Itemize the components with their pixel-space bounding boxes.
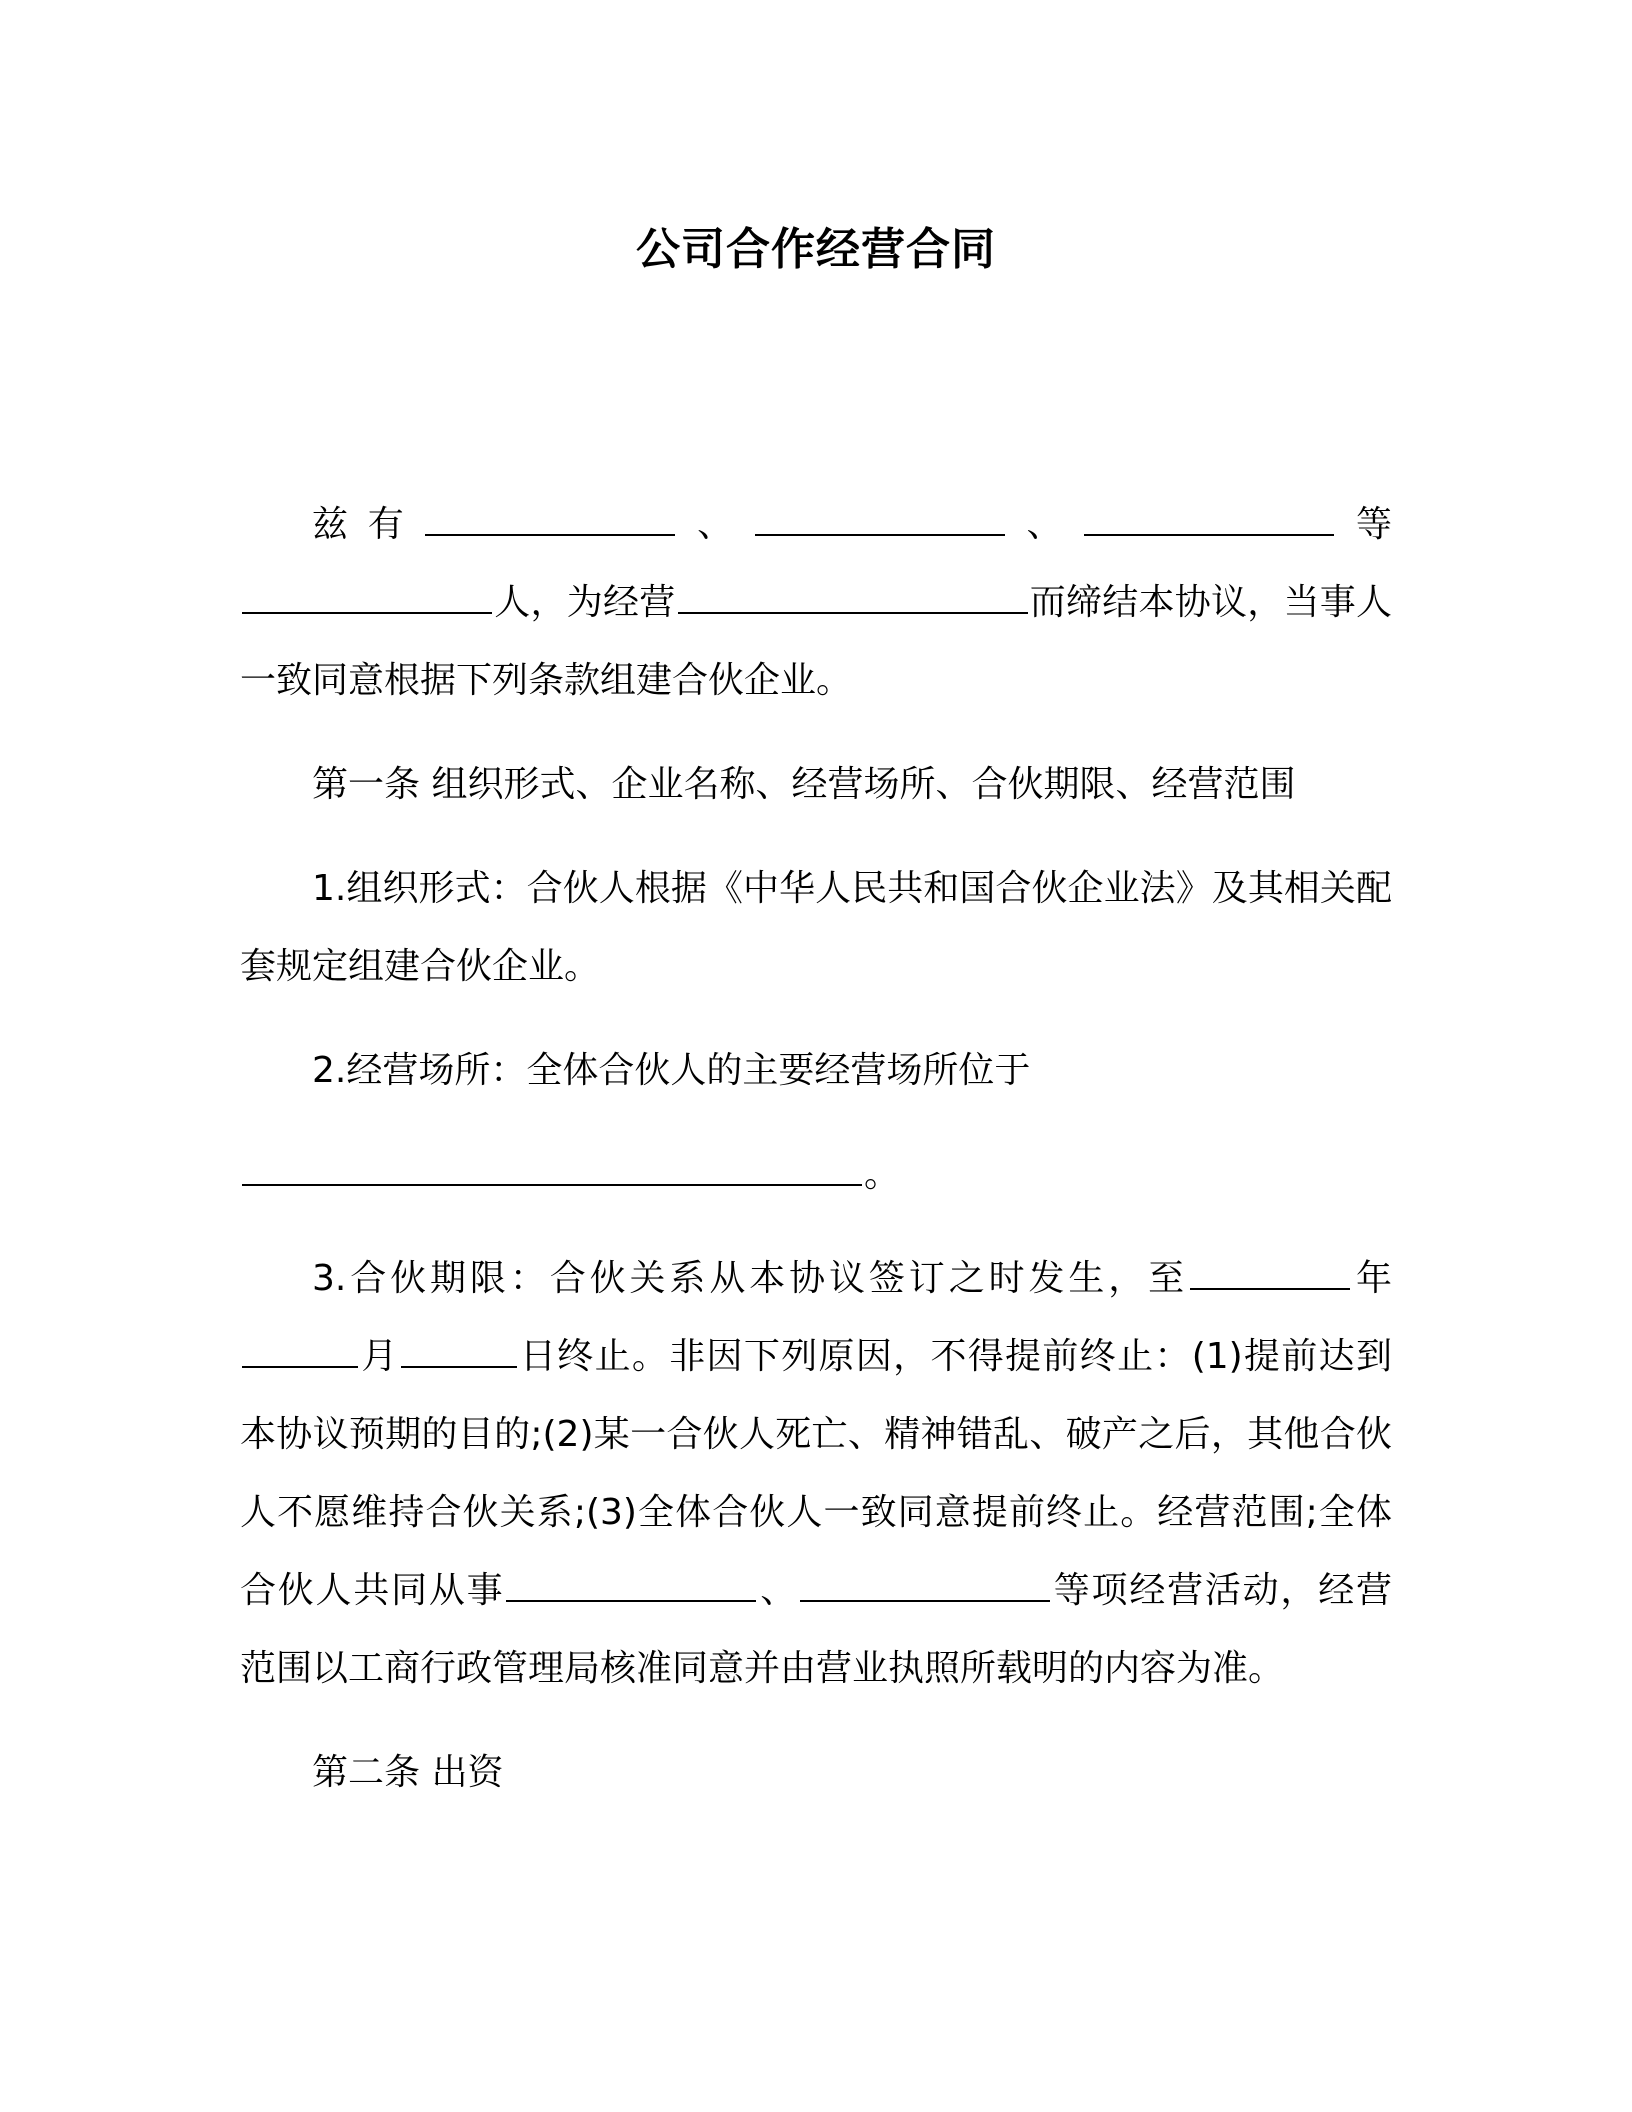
intro-sep-1: 、 (677, 504, 753, 545)
blank-party-2[interactable] (755, 500, 1005, 536)
blank-party-1[interactable] (425, 500, 675, 536)
blank-day[interactable] (401, 1332, 517, 1368)
item-3-text-c: 等项经营活动，经营范围以工商行政管理局核准同意并由营业执照所载明的内容为准。 (240, 1570, 1392, 1689)
blank-address[interactable] (242, 1150, 862, 1186)
article-1-heading: 第一条 组织形式、企业名称、经营场所、合伙期限、经营范围 (312, 764, 1296, 805)
intro-text-b: 等 (1336, 504, 1392, 545)
item-3-month: 月 (360, 1336, 399, 1377)
blank-scope-2[interactable] (800, 1566, 1050, 1602)
blank-month[interactable] (242, 1332, 358, 1368)
item-3-text-a: 3.合伙期限：合伙关系从本协议签订之时发生，至 (312, 1258, 1189, 1299)
intro-paragraph (240, 486, 1392, 720)
item-1-paragraph: 1.组织形式：合伙人根据《中华人民共和国合伙企业法》及其相关配套规定组建合伙企业。 (240, 868, 1392, 987)
blank-party-3[interactable] (1084, 500, 1334, 536)
article-2-heading: 第二条 出资 (312, 1752, 504, 1793)
document-title: 公司合作经营合同 (636, 224, 996, 275)
intro-sep-2: 、 (1006, 504, 1083, 545)
intro-text-c: 人，为经营 (494, 582, 676, 623)
blank-party-count[interactable] (242, 578, 492, 614)
blank-business[interactable] (678, 578, 1028, 614)
item-2-end: 。 (864, 1154, 901, 1195)
item-3-paragraph (240, 1240, 1392, 1708)
blank-scope-1[interactable] (506, 1566, 756, 1602)
item-2-paragraph (240, 1032, 1392, 1110)
item-3-year: 年 (1352, 1258, 1392, 1299)
item-2-address-line (240, 1136, 1392, 1214)
item-3-sep: 、 (758, 1570, 798, 1611)
item-3-text-b: 日终止。非因下列原因，不得提前终止：(1)提前达到本协议预期的目的;(2)某一合伙人死亡、精神错乱、破产之后，其他合伙人不愿维持合伙关系;(3)全体合伙人一致同意提前终止。经营范围;全体合伙人共同从事 (240, 1336, 1392, 1611)
item-2-text: 2.经营场所：全体合伙人的主要经营场所位于 (312, 1050, 1031, 1091)
intro-text-a: 兹有 (312, 504, 424, 545)
intro-text-d: 而缔结本协议，当事人一致同意根据下列条款组建合伙企业。 (240, 582, 1392, 701)
blank-year[interactable] (1190, 1254, 1350, 1290)
document-body (240, 486, 1392, 1838)
